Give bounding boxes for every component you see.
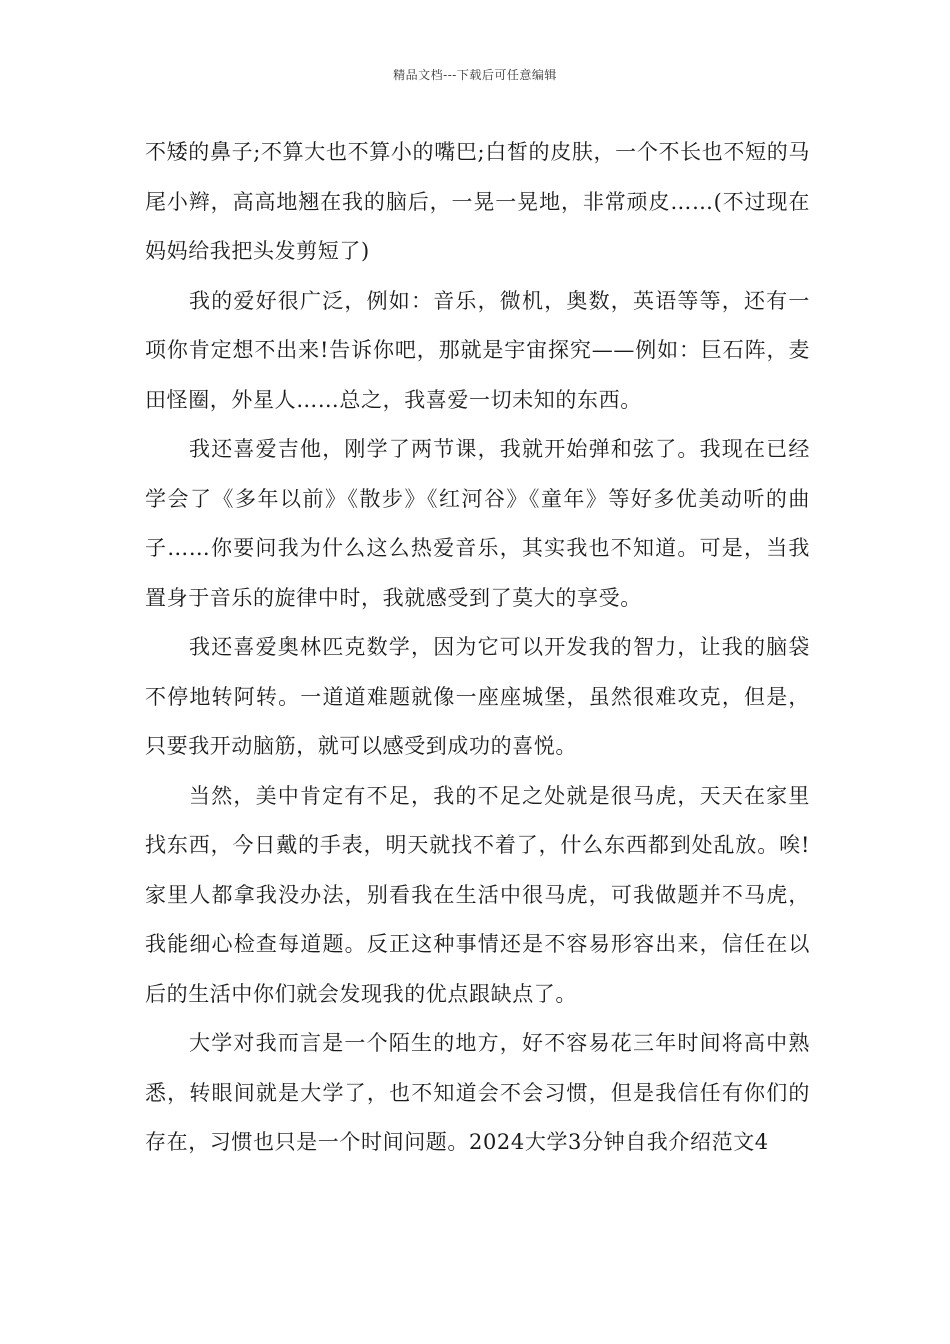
paragraph-hobbies: 我的爱好很广泛，例如：音乐，微机，奥数，英语等等，还有一项你肯定想不出来!告诉你吧，那就是宇宙探究——例如：巨石阵，麦田怪圈，外星人……总之，我喜爱一切未知的东西。 <box>145 288 810 412</box>
document-body <box>145 128 810 1168</box>
paragraph-university: 大学对我而言是一个陌生的地方，好不容易花三年时间将高中熟悉，转眼间就是大学了，也不知道会不会习惯，但是我信任有你们的存在，习惯也只是一个时间问题。2024大学3分钟自我介绍范文4 <box>145 1031 810 1154</box>
paragraph-guitar: 我还喜爱吉他，刚学了两节课，我就开始弹和弦了。我现在已经学会了《多年以前》《散步》《红河谷》《童年》等好多优美动听的曲子……你要问我为什么这么热爱音乐，其实我也不知道。可是，当我置身于音乐的旋律中时，我就感受到了莫大的享受。 <box>145 437 810 610</box>
paragraph-olympiad-math: 我还喜爱奥林匹克数学，因为它可以开发我的智力，让我的脑袋不停地转阿转。一道道难题就像一座座城堡，虽然很难攻克，但是，只要我开动脑筋，就可以感受到成功的喜悦。 <box>145 635 810 758</box>
paragraph-appearance: 不矮的鼻子;不算大也不算小的嘴巴;白皙的皮肤，一个不长也不短的马尾小辫，高高地翘在我的脑后，一晃一晃地，非常顽皮……(不过现在妈妈给我把头发剪短了) <box>145 140 810 263</box>
paragraph-shortcomings: 当然，美中肯定有不足，我的不足之处就是很马虎，天天在家里找东西，今日戴的手表，明天就找不着了，什么东西都到处乱放。唉!家里人都拿我没办法，别看我在生活中很马虎，可我做题并不马虎，我能细心检查每道题。反正这种事情还是不容易形容出来，信任在以后的生活中你们就会发现我的优点跟缺点了。 <box>145 783 810 1006</box>
page-header: 精品文档---下载后可任意编辑 <box>393 68 557 82</box>
